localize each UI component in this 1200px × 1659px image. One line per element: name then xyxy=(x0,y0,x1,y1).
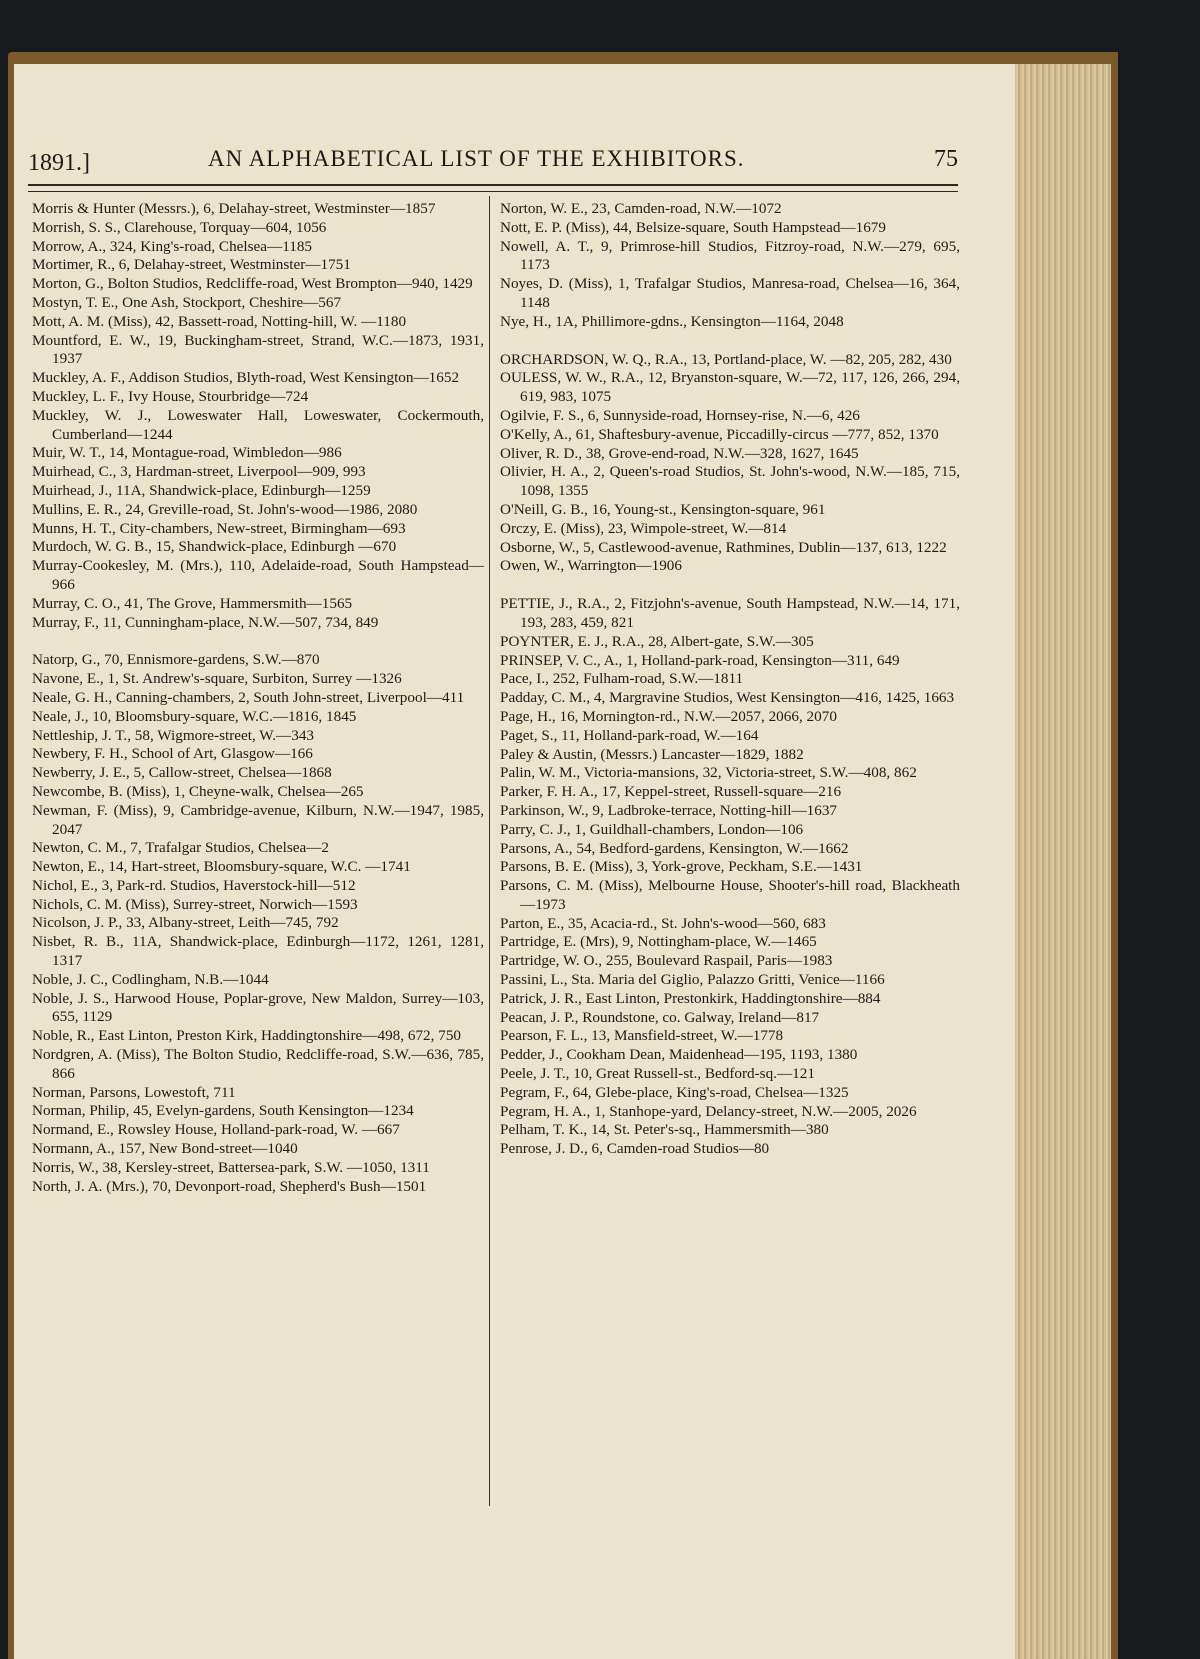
exhibitor-entry: Parton, E., 35, Acacia-rd., St. John's-wood—560, 683 xyxy=(500,914,826,932)
header-year: 1891.] xyxy=(28,150,90,176)
exhibitor-entry: Muir, W. T., 14, Montague-road, Wimbledon—986 xyxy=(32,444,342,462)
exhibitor-entry: Murray-Cookesley, M. (Mrs.), 110, Adelaide-road, South Hampstead—966 xyxy=(32,557,484,593)
exhibitor-entry: Nye, H., 1A, Phillimore-gdns., Kensington—1164, 2048 xyxy=(500,312,844,330)
exhibitor-entry: Oliver, R. D., 38, Grove-end-road, N.W.—328, 1627, 1645 xyxy=(500,444,859,462)
page-edges xyxy=(1015,64,1111,1659)
exhibitor-entry: Partridge, W. O., 255, Boulevard Raspail, Paris—1983 xyxy=(500,952,833,970)
exhibitor-entry: Osborne, W., 5, Castlewood-avenue, Rathmines, Dublin—137, 613, 1222 xyxy=(500,538,947,556)
exhibitor-entry: Pegram, F., 64, Glebe-place, King's-road, Chelsea—1325 xyxy=(500,1083,849,1101)
exhibitor-entry: Munns, H. T., City-chambers, New-street, Birmingham—693 xyxy=(32,519,406,537)
exhibitor-entry: Olivier, H. A., 2, Queen's-road Studios, St. John's-wood, N.W.—185, 715, 1098, 1355 xyxy=(500,463,960,500)
exhibitor-entry: Pedder, J., Cookham Dean, Maidenhead—195, 1193, 1380 xyxy=(500,1046,858,1064)
exhibitor-entry: North, J. A. (Mrs.), 70, Devonport-road, Shepherd's Bush—1501 xyxy=(32,1177,427,1195)
exhibitor-entry: Parsons, B. E. (Miss), 3, York-grove, Peckham, S.E.—1431 xyxy=(500,858,863,876)
section-gap xyxy=(32,632,484,651)
exhibitor-entry: Newman, F. (Miss), 9, Cambridge-avenue, Kilburn, N.W.—1947, 1985, 2047 xyxy=(32,801,484,838)
exhibitor-entry: Page, H., 16, Mornington-rd., N.W.—2057, 2066, 2070 xyxy=(500,707,837,725)
exhibitor-entry: Nichol, E., 3, Park-rd. Studios, Haverstock-hill—512 xyxy=(32,876,356,894)
exhibitor-entry: Paley & Austin, (Messrs.) Lancaster—1829, 1882 xyxy=(500,745,804,763)
exhibitor-entry: Peacan, J. P., Roundstone, co. Galway, Ireland—817 xyxy=(500,1008,820,1026)
exhibitor-entry: Passini, L., Sta. Maria del Giglio, Palazzo Gritti, Venice—1166 xyxy=(500,971,885,989)
exhibitor-entry: Padday, C. M., 4, Margravine Studios, West Kensington—416, 1425, 1663 xyxy=(500,689,955,707)
exhibitor-entry: Noble, J. C., Codlingham, N.B.—1044 xyxy=(32,970,269,988)
exhibitor-entry: Muckley, W. J., Loweswater Hall, Loweswater, Cockermouth, Cumberland—1244 xyxy=(32,406,484,443)
exhibitor-entry: Muirhead, C., 3, Hardman-street, Liverpool—909, 993 xyxy=(32,463,366,481)
exhibitor-entry: Pegram, H. A., 1, Stanhope-yard, Delancy-street, N.W.—2005, 2026 xyxy=(500,1102,917,1120)
left-column xyxy=(32,200,484,1196)
exhibitor-entry: Norton, W. E., 23, Camden-road, N.W.—1072 xyxy=(500,200,782,217)
exhibitor-entry: Palin, W. M., Victoria-mansions, 32, Victoria-street, S.W.—408, 862 xyxy=(500,764,917,782)
exhibitor-entry: PRINSEP, V. C., A., 1, Holland-park-road, Kensington—311, 649 xyxy=(500,651,900,669)
exhibitor-entry: Orczy, E. (Miss), 23, Wimpole-street, W.—814 xyxy=(500,519,787,537)
exhibitor-entry: Neale, G. H., Canning-chambers, 2, South John-street, Liverpool—411 xyxy=(32,688,465,706)
exhibitor-entry: Ogilvie, F. S., 6, Sunnyside-road, Hornsey-rise, N.—6, 426 xyxy=(500,406,860,424)
exhibitor-entry: Newcombe, B. (Miss), 1, Cheyne-walk, Chelsea—265 xyxy=(32,782,364,800)
exhibitor-entry: Parsons, C. M. (Miss), Melbourne House, Shooter's-hill road, Blackheath—1973 xyxy=(500,877,960,913)
exhibitor-entry: Owen, W., Warrington—1906 xyxy=(500,557,682,575)
exhibitor-entry: Normand, E., Rowsley House, Holland-park-road, W. —667 xyxy=(32,1121,400,1139)
exhibitor-entry: Nicolson, J. P., 33, Albany-street, Leith—745, 792 xyxy=(32,914,339,932)
section-gap xyxy=(500,576,960,595)
exhibitor-entry: Nettleship, J. T., 58, Wigmore-street, W.—343 xyxy=(32,726,315,744)
exhibitor-entry: Normann, A., 157, New Bond-street—1040 xyxy=(32,1140,298,1158)
exhibitor-entry: Peele, J. T., 10, Great Russell-st., Bedford-sq.—121 xyxy=(500,1065,815,1083)
page-number: 75 xyxy=(934,146,958,172)
exhibitor-entry: Nichols, C. M. (Miss), Surrey-street, Norwich—1593 xyxy=(32,895,358,913)
exhibitor-entry: Pelham, T. K., 14, St. Peter's-sq., Hammersmith—380 xyxy=(500,1121,829,1139)
exhibitor-entry: Murray, F., 11, Cunningham-place, N.W.—507, 734, 849 xyxy=(32,613,379,631)
exhibitor-entry: O'Neill, G. B., 16, Young-st., Kensington-square, 961 xyxy=(500,500,826,518)
exhibitor-entry: PETTIE, J., R.A., 2, Fitzjohn's-avenue, South Hampstead, N.W.—14, 171, 193, 283, 459, 821 xyxy=(500,595,960,631)
header-title: AN ALPHABETICAL LIST OF THE EXHIBITORS. xyxy=(208,146,745,171)
exhibitor-entry: Partridge, E. (Mrs), 9, Nottingham-place, W.—1465 xyxy=(500,933,817,951)
exhibitor-entry: Paget, S., 11, Holland-park-road, W.—164 xyxy=(500,726,759,744)
exhibitor-entry: Norman, Philip, 45, Evelyn-gardens, South Kensington—1234 xyxy=(32,1102,414,1120)
exhibitor-entry: Noble, J. S., Harwood House, Poplar-grove, New Maldon, Surrey—103, 655, 1129 xyxy=(32,989,484,1026)
exhibitor-entry: Newberry, J. E., 5, Callow-street, Chelsea—1868 xyxy=(32,764,332,782)
section-gap xyxy=(500,332,960,351)
exhibitor-entry: Murray, C. O., 41, The Grove, Hammersmith—1565 xyxy=(32,594,353,612)
exhibitor-entry: Nott, E. P. (Miss), 44, Belsize-square, South Hampstead—1679 xyxy=(500,218,886,236)
exhibitor-entry: Mullins, E. R., 24, Greville-road, St. John's-wood—1986, 2080 xyxy=(32,500,418,518)
exhibitor-entry: Noble, R., East Linton, Preston Kirk, Haddingtonshire—498, 672, 750 xyxy=(32,1027,462,1045)
exhibitor-entry: Newbery, F. H., School of Art, Glasgow—166 xyxy=(32,745,313,763)
column-divider xyxy=(489,196,490,1506)
exhibitor-entry: Parsons, A., 54, Bedford-gardens, Kensington, W.—1662 xyxy=(500,839,849,857)
right-column xyxy=(500,200,960,1159)
exhibitor-entry: Newton, C. M., 7, Trafalgar Studios, Chelsea—2 xyxy=(32,839,329,857)
exhibitor-entry: Nisbet, R. B., 11A, Shandwick-place, Edinburgh—1172, 1261, 1281, 1317 xyxy=(32,933,484,970)
exhibitor-entry: Muirhead, J., 11A, Shandwick-place, Edinburgh—1259 xyxy=(32,481,371,499)
exhibitor-entry: Mott, A. M. (Miss), 42, Bassett-road, Notting-hill, W. —1180 xyxy=(32,312,407,330)
exhibitor-entry: O'Kelly, A., 61, Shaftesbury-avenue, Piccadilly-circus —777, 852, 1370 xyxy=(500,425,939,443)
exhibitor-entry: Patrick, J. R., East Linton, Prestonkirk, Haddingtonshire—884 xyxy=(500,989,881,1007)
exhibitor-entry: Mostyn, T. E., One Ash, Stockport, Cheshire—567 xyxy=(32,293,342,311)
exhibitor-entry: Pearson, F. L., 13, Mansfield-street, W.—1778 xyxy=(500,1027,784,1045)
exhibitor-entry: Morrish, S. S., Clarehouse, Torquay—604, 1056 xyxy=(32,218,327,236)
exhibitor-entry: Neale, J., 10, Bloomsbury-square, W.C.—1816, 1845 xyxy=(32,707,357,725)
exhibitor-entry: Norris, W., 38, Kersley-street, Battersea-park, S.W. —1050, 1311 xyxy=(32,1158,430,1176)
exhibitor-entry: ORCHARDSON, W. Q., R.A., 13, Portland-place, W. —82, 205, 282, 430 xyxy=(500,350,952,368)
exhibitor-entry: Murdoch, W. G. B., 15, Shandwick-place, Edinburgh —670 xyxy=(32,538,397,556)
exhibitor-entry: Nordgren, A. (Miss), The Bolton Studio, Redcliffe-road, S.W.—636, 785, 866 xyxy=(32,1046,484,1082)
exhibitor-entry: OULESS, W. W., R.A., 12, Bryanston-square, W.—72, 117, 126, 266, 294, 619, 983, 1075 xyxy=(500,369,960,406)
page-header xyxy=(28,142,958,182)
exhibitor-entry: Morton, G., Bolton Studios, Redcliffe-road, West Brompton—940, 1429 xyxy=(32,275,473,293)
exhibitor-entry: Norman, Parsons, Lowestoft, 711 xyxy=(32,1083,236,1101)
exhibitor-entry: Morrow, A., 324, King's-road, Chelsea—1185 xyxy=(32,237,313,255)
exhibitor-entry: Mountford, E. W., 19, Buckingham-street, Strand, W.C.—1873, 1931, 1937 xyxy=(32,331,484,368)
header-rule-thick xyxy=(28,184,958,186)
exhibitor-entry: Muckley, L. F., Ivy House, Stourbridge—724 xyxy=(32,387,309,405)
exhibitor-entry: Newton, E., 14, Hart-street, Bloomsbury-square, W.C. —1741 xyxy=(32,858,411,876)
exhibitor-entry: Muckley, A. F., Addison Studios, Blyth-road, West Kensington—1652 xyxy=(32,369,460,387)
exhibitor-entry: Parker, F. H. A., 17, Keppel-street, Russell-square—216 xyxy=(500,783,842,801)
exhibitor-entry: Penrose, J. D., 6, Camden-road Studios—80 xyxy=(500,1140,770,1158)
exhibitor-entry: Morris & Hunter (Messrs.), 6, Delahay-street, Westminster—1857 xyxy=(32,200,436,217)
exhibitor-entry: Mortimer, R., 6, Delahay-street, Westminster—1751 xyxy=(32,256,351,274)
exhibitor-entry: Nowell, A. T., 9, Primrose-hill Studios, Fitzroy-road, N.W.—279, 695, 1173 xyxy=(500,237,960,274)
exhibitor-entry: Parry, C. J., 1, Guildhall-chambers, London—106 xyxy=(500,820,804,838)
exhibitor-entry: Pace, I., 252, Fulham-road, S.W.—1811 xyxy=(500,670,744,688)
exhibitor-entry: Parkinson, W., 9, Ladbroke-terrace, Notting-hill—1637 xyxy=(500,801,838,819)
exhibitor-entry: Natorp, G., 70, Ennismore-gardens, S.W.—870 xyxy=(32,651,320,669)
exhibitor-entry: Noyes, D. (Miss), 1, Trafalgar Studios, Manresa-road, Chelsea—16, 364, 1148 xyxy=(500,275,960,311)
exhibitor-entry: Navone, E., 1, St. Andrew's-square, Surbiton, Surrey —1326 xyxy=(32,670,402,688)
header-rule-thin xyxy=(28,191,958,192)
exhibitor-entry: POYNTER, E. J., R.A., 28, Albert-gate, S.W.—305 xyxy=(500,632,814,650)
